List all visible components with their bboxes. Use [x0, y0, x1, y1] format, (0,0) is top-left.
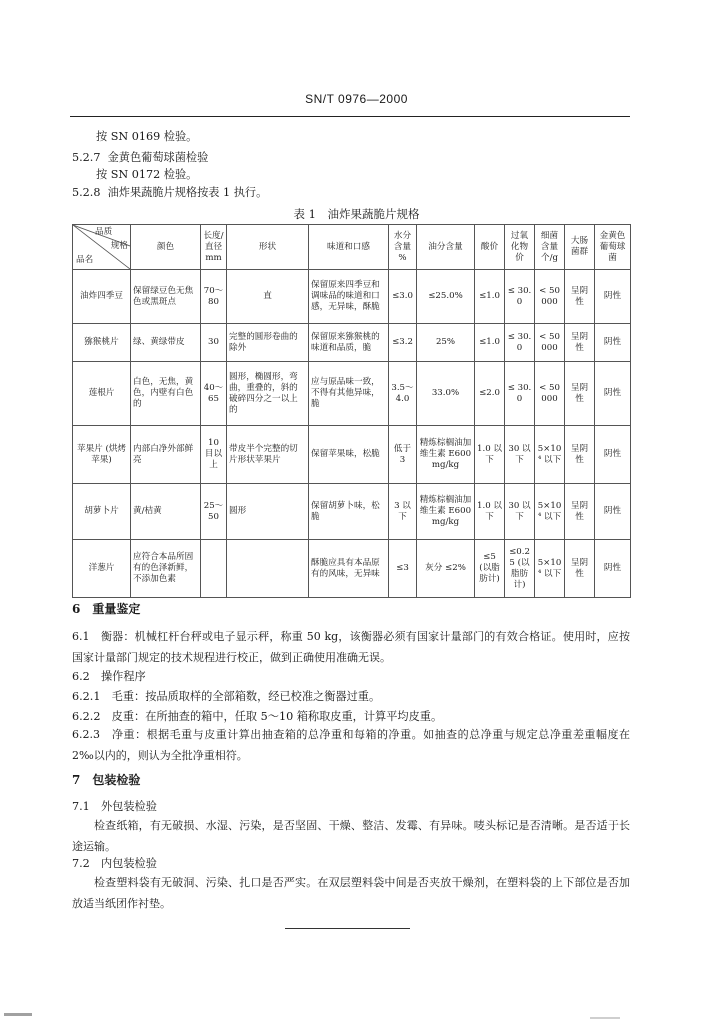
column-header: 过氧化物价	[505, 225, 535, 270]
table-cell: 圆形	[227, 484, 309, 540]
table-cell: ≤0.25 (以脂肪计)	[505, 540, 535, 598]
column-header: 水分含量 %	[389, 225, 417, 270]
table-header-row	[73, 225, 631, 270]
spec-table	[72, 224, 631, 598]
scan-artifact	[590, 1017, 620, 1019]
scan-artifact	[4, 1013, 32, 1016]
heading-7-2: 7.2 内包装检验	[72, 857, 157, 870]
table-cell: 阴性	[595, 540, 631, 598]
table-cell: 呈阴性	[565, 484, 595, 540]
section-6-title: 6 重量鉴定	[72, 602, 141, 616]
heading-5-2-7	[72, 151, 208, 165]
table-cell: 10 目以上	[201, 426, 227, 484]
paragraph-6-2-2: 6.2.2 皮重：在所抽查的箱中，任取 5～10 箱称取皮重，计算平均皮重。	[72, 710, 443, 723]
table-cell: 阴性	[595, 362, 631, 426]
page-header-code: SN/T 0976—2000	[305, 92, 408, 106]
table-cell: 灰分 ≤2%	[417, 540, 475, 598]
table-cell: 5×10⁴ 以下	[535, 426, 565, 484]
text-sn0172: 按 SN 0172 检验。	[96, 168, 198, 181]
table-cell: 呈阴性	[565, 324, 595, 362]
table-cell: ≤2.0	[475, 362, 505, 426]
table-row	[73, 270, 631, 324]
table-row	[73, 540, 631, 598]
table-cell: ≤3	[389, 540, 417, 598]
table-cell: 25%	[417, 324, 475, 362]
column-header: 颜色	[131, 225, 201, 270]
table-cell: 保留原来四季豆和调味品的味道和口感，无异味，酥脆	[309, 270, 389, 324]
table-cell: 黄/桔黄	[131, 484, 201, 540]
paragraph-6-2-3: 6.2.3 净重：根据毛重与皮重计算出抽查箱的总净重和每箱的净重。如抽查的总净重与规定总净重差重幅度在 2‰以内的，则认为全批净重相符。	[72, 728, 630, 762]
heading-number: 5.2.7	[72, 151, 101, 164]
product-name-cell: 胡萝卜片	[73, 484, 131, 540]
product-name-cell: 猕猴桃片	[73, 324, 131, 362]
table-cell: 圆形，椭圆形，弯曲，重叠的，斜的破碎四分之一以上的	[227, 362, 309, 426]
heading-7-1: 7.1 外包装检验	[72, 800, 157, 813]
heading-number: 5.2.8	[72, 186, 101, 199]
table-row	[73, 484, 631, 540]
table-caption: 表 1 油炸果蔬脆片规格	[293, 207, 420, 221]
table-cell: 精炼棕榈油加维生素 E600 mg/kg	[417, 426, 475, 484]
end-rule	[285, 928, 410, 929]
table-cell: 呈阴性	[565, 270, 595, 324]
column-header: 细菌含量 个/g	[535, 225, 565, 270]
table-cell: 直	[227, 270, 309, 324]
table-cell: 1.0 以下	[475, 426, 505, 484]
paragraph-7-1: 检查纸箱，有无破损、水湿、污染，是否坚固、干燥、整洁、发霉、有异味。唛头标记是否清晰。是否适于长途运输。	[72, 819, 630, 853]
column-header: 金黄色葡萄球菌	[595, 225, 631, 270]
table-cell: 阴性	[595, 426, 631, 484]
product-name-cell: 苹果片 (烘烤苹果)	[73, 426, 131, 484]
corner-header-cell	[73, 225, 131, 270]
table-cell: 保留原来猕猴桃的味道和品质，脆	[309, 324, 389, 362]
table-cell: 内部白净外部鲜亮	[131, 426, 201, 484]
table-cell: 低于 3	[389, 426, 417, 484]
table-cell: 精炼棕榈油加维生素 E600 mg/kg	[417, 484, 475, 540]
table-cell: 5×10⁴ 以下	[535, 540, 565, 598]
table-cell: ≤25.0%	[417, 270, 475, 324]
column-header: 大肠菌群	[565, 225, 595, 270]
table-cell: 阴性	[595, 324, 631, 362]
table-cell: 3.5～4.0	[389, 362, 417, 426]
table-cell: 33.0%	[417, 362, 475, 426]
product-name-cell: 洋葱片	[73, 540, 131, 598]
product-name-cell: 莲根片	[73, 362, 131, 426]
column-header: 长度/直径 mm	[201, 225, 227, 270]
table-cell: ≤3.0	[389, 270, 417, 324]
table-cell: 应与原品味一致，不得有其他异味，脆	[309, 362, 389, 426]
table-cell: ≤3.2	[389, 324, 417, 362]
table-cell: 呈阴性	[565, 426, 595, 484]
table-cell: 酥脆应具有本品原有的风味，无异味	[309, 540, 389, 598]
heading-5-2-8	[72, 186, 267, 200]
heading-text: 金黄色葡萄球菌检验	[107, 151, 209, 164]
table-row	[73, 426, 631, 484]
section-7-title: 7 包装检验	[72, 773, 141, 787]
paragraph-6-1: 6.1 衡器：机械杠杆台秤或电子显示秤，称重 50 kg，该衡器必须有国家计量部门的有效合格证。使用时，应按国家计量部门规定的技术规程进行校正，做到正确使用准确无误。	[72, 630, 630, 664]
table-cell: ≤5 (以脂肪计)	[475, 540, 505, 598]
heading-6-2: 6.2 操作程序	[72, 670, 146, 683]
table-row	[73, 362, 631, 426]
table-cell: 25～50	[201, 484, 227, 540]
table-cell: 阴性	[595, 484, 631, 540]
table-cell: ≤ 30.0	[505, 362, 535, 426]
table-cell: 呈阴性	[565, 362, 595, 426]
table-cell: 70～80	[201, 270, 227, 324]
table-cell: 保留胡萝卜味，松脆	[309, 484, 389, 540]
table-cell	[227, 540, 309, 598]
corner-spec-label: 规格	[110, 241, 128, 251]
table-cell: ≤ 30.0	[505, 270, 535, 324]
table-cell: 30 以下	[505, 426, 535, 484]
table-cell: 完整的圆形卷曲的除外	[227, 324, 309, 362]
column-header: 形状	[227, 225, 309, 270]
corner-quality-label: 品质	[95, 227, 113, 237]
table-cell: ≤1.0	[475, 324, 505, 362]
text-sn0169: 按 SN 0169 检验。	[96, 130, 198, 143]
table-cell: < 50 000	[535, 324, 565, 362]
table-cell: < 50 000	[535, 362, 565, 426]
column-header: 味道和口感	[309, 225, 389, 270]
table-cell: < 50 000	[535, 270, 565, 324]
table-cell: 带皮半个完整的切片形状苹果片	[227, 426, 309, 484]
table-cell: 40～65	[201, 362, 227, 426]
paragraph-7-2: 检查塑料袋有无破洞、污染、扎口是否严实。在双层塑料袋中间是否夹放干燥剂，在塑料袋的上下部位是否加放适当纸团作衬垫。	[72, 876, 630, 910]
table-cell: 绿、黄绿带皮	[131, 324, 201, 362]
table-cell	[201, 540, 227, 598]
header-rule	[70, 116, 630, 117]
table-cell: 1.0 以下	[475, 484, 505, 540]
table-cell: 保留苹果味，松脆	[309, 426, 389, 484]
paragraph-6-2-1: 6.2.1 毛重：按品质取样的全部箱数，经已校准之衡器过重。	[72, 690, 381, 703]
table-cell: 阴性	[595, 270, 631, 324]
table-cell: 呈阴性	[565, 540, 595, 598]
table-cell: 白色，无焦，黄色，内壁有白色的	[131, 362, 201, 426]
table-cell: ≤ 30.0	[505, 324, 535, 362]
heading-text: 油炸果蔬脆片规格按表 1 执行。	[107, 186, 268, 199]
table-cell: ≤1.0	[475, 270, 505, 324]
table-cell: 30	[201, 324, 227, 362]
table-cell: 3 以下	[389, 484, 417, 540]
column-header: 酸价	[475, 225, 505, 270]
column-header: 油分含量	[417, 225, 475, 270]
table-cell: 5×10⁴ 以下	[535, 484, 565, 540]
corner-product-label: 品名	[76, 255, 94, 265]
table-cell: 保留绿豆色无焦色或黑斑点	[131, 270, 201, 324]
table-row	[73, 324, 631, 362]
table-cell: 30 以下	[505, 484, 535, 540]
table-cell: 应符合本品所固有的色泽新鲜，不添加色素	[131, 540, 201, 598]
product-name-cell: 油炸四季豆	[73, 270, 131, 324]
